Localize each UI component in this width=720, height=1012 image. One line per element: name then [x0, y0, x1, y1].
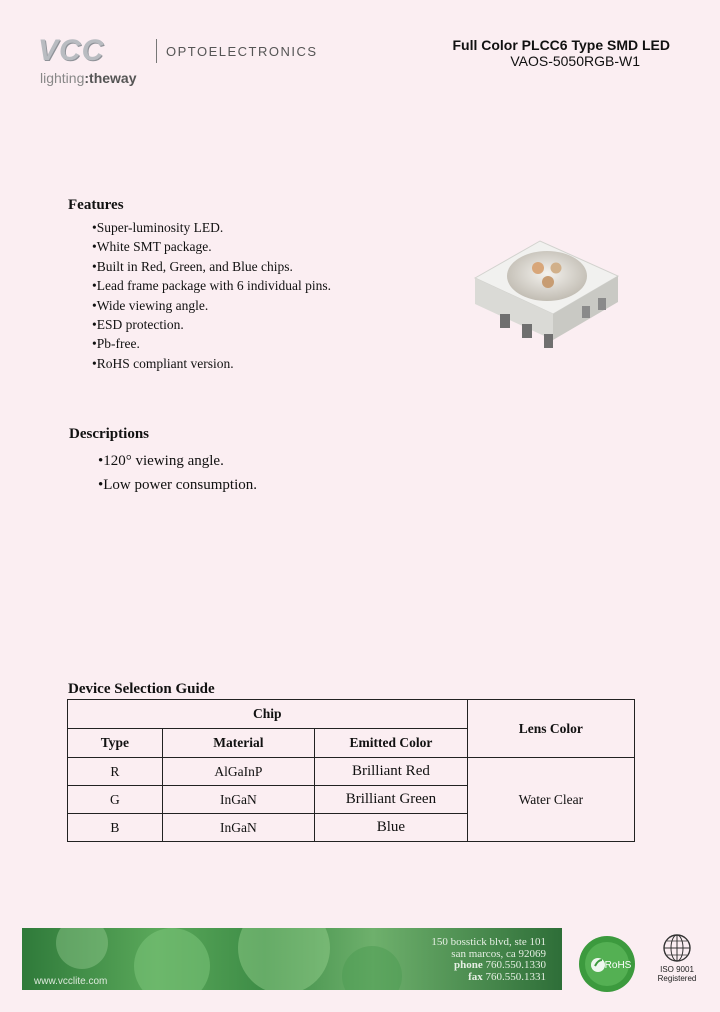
led-package-image: [470, 236, 620, 358]
list-item: • 120° viewing angle.: [98, 450, 257, 474]
selection-guide-table: [67, 699, 635, 842]
iso-registered-label: Registered: [657, 974, 697, 983]
list-item: • RoHS compliant version.: [92, 354, 331, 373]
features-heading: Features: [68, 197, 124, 213]
part-number: VAOS-5050RGB-W1: [510, 53, 640, 69]
table-row: [68, 758, 635, 786]
footer-banner: [22, 928, 562, 990]
emitted-color-cell: Blue: [315, 814, 467, 842]
lens-color-header: Lens Color: [467, 700, 634, 758]
list-item: • Wide viewing angle.: [92, 296, 331, 315]
features-list: [92, 218, 331, 373]
logo-tagline: lighting:theway: [40, 70, 137, 86]
descriptions-heading: Descriptions: [69, 426, 149, 442]
chip-header: Chip: [68, 700, 468, 729]
material-column-header: Material: [162, 729, 314, 758]
descriptions-list: [98, 450, 257, 497]
svg-text:RoHS: RoHS: [604, 960, 632, 971]
logo-division: OPTOELECTRONICS: [166, 44, 318, 59]
rohs-badge: [578, 935, 636, 993]
type-column-header: Type: [68, 729, 163, 758]
list-item: • Super-luminosity LED.: [92, 218, 331, 237]
list-item: • White SMT package.: [92, 237, 331, 256]
list-item: • Pb-free.: [92, 334, 331, 353]
logo-divider: [156, 39, 157, 63]
globe-icon: [662, 933, 692, 963]
company-logo: [38, 36, 328, 92]
material-cell: InGaN: [162, 786, 314, 814]
selection-guide-heading: Device Selection Guide: [68, 681, 215, 697]
list-item: • Built in Red, Green, and Blue chips.: [92, 257, 331, 276]
list-item: • Lead frame package with 6 individual pins.: [92, 276, 331, 295]
material-cell: InGaN: [162, 814, 314, 842]
emitted-color-cell: Brilliant Green: [315, 786, 467, 814]
lens-color-cell: Water Clear: [467, 758, 634, 842]
emitted-color-column-header: Emitted Color: [315, 729, 467, 758]
list-item: • Low power consumption.: [98, 474, 257, 498]
list-item: • ESD protection.: [92, 315, 331, 334]
type-cell: R: [68, 758, 163, 786]
logo-wordmark: VCC: [38, 34, 105, 67]
iso-label: ISO 9001: [660, 965, 694, 974]
iso-badge: [652, 933, 702, 995]
type-cell: G: [68, 786, 163, 814]
type-cell: B: [68, 814, 163, 842]
emitted-color-cell: Brilliant Red: [315, 758, 467, 786]
website-link[interactable]: www.vcclite.com: [34, 976, 108, 987]
material-cell: AlGaInP: [162, 758, 314, 786]
contact-address: 150 bosstick blvd, ste 101 san marcos, ca 92069 phone 760.550.1330 fax 760.550.1331: [431, 936, 546, 983]
document-title: Full Color PLCC6 Type SMD LED: [452, 37, 670, 53]
